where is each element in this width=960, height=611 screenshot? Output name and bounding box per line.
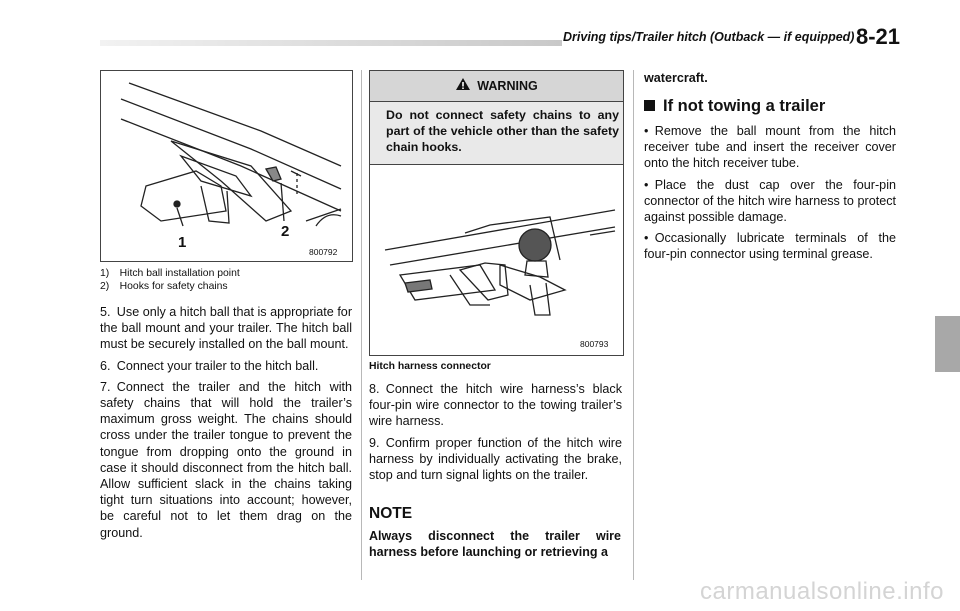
- step-paragraph: 6. Connect your trailer to the hitch ball.: [100, 358, 319, 373]
- header-rule: [100, 40, 562, 46]
- note-text: Always disconnect the trailer wire harness before launching or retrieving a: [369, 529, 621, 560]
- column-divider: [633, 70, 634, 580]
- figure-caption: Hitch harness connector: [369, 361, 491, 372]
- column-divider: [361, 70, 362, 580]
- step-paragraph: 5. Use only a hitch ball that is appropriate for the ball mount and your trailer. The hitch ball must be securely installed on the ball mount.: [100, 305, 353, 352]
- chapter-thumb-tab: [935, 316, 960, 372]
- bullet-text: Occasionally lubricate terminals of the four-pin connector using terminal grease.: [644, 231, 896, 262]
- bullet-dot-icon: •: [644, 124, 655, 138]
- bullet-text: Place the dust cap over the four-pin connector of the hitch wire harness to protect against possible damage.: [644, 177, 896, 225]
- callout-1: 1: [178, 234, 187, 251]
- bullet-item: [644, 230, 896, 262]
- step-paragraph: 8. Connect the hitch wire harness’s black four-pin wire connector to the towing trailer’s wire harness.: [369, 382, 622, 429]
- bullet-item: [644, 123, 896, 172]
- caption-item: 1) Hitch ball installation point: [100, 268, 240, 279]
- bullet-dot-icon: •: [644, 177, 655, 192]
- harness-connector-illustration: [370, 165, 623, 355]
- continuation-text: watercraft.: [644, 71, 708, 85]
- hitch-ball-figure: [100, 70, 353, 262]
- warning-title: WARNING: [477, 79, 538, 93]
- note-title: NOTE: [369, 505, 413, 522]
- warning-header: [370, 71, 623, 102]
- warning-text: Do not connect safety chains to any part of the vehicle other than the safety chain hooks.: [370, 102, 623, 173]
- figure-code: 800793: [580, 339, 609, 349]
- right-column-bullets: [644, 123, 896, 268]
- bullet-item: [644, 177, 896, 226]
- section-heading: [644, 97, 825, 116]
- bullet-text: Remove the ball mount from the hitch receiver tube and insert the receiver cover onto the hitch receiver tube.: [644, 124, 896, 171]
- left-column-text: [100, 304, 352, 546]
- bullet-dot-icon: •: [644, 231, 655, 246]
- harness-connector-figure: [369, 164, 624, 356]
- middle-column-text: [369, 381, 622, 488]
- section-title: If not towing a trailer: [663, 97, 826, 115]
- running-header: Driving tips/Trailer hitch (Outback — if equipped): [563, 30, 855, 44]
- figure-code: 800792: [309, 247, 338, 257]
- warning-triangle-icon: [455, 72, 471, 102]
- hitch-ball-illustration: [101, 71, 352, 261]
- square-bullet-icon: [644, 100, 655, 111]
- callout-2: 2: [281, 223, 290, 240]
- page-number: 8-21: [856, 24, 901, 49]
- watermark: carmanualsonline.info: [700, 578, 944, 605]
- step-paragraph: 9. Confirm proper function of the hitch wire harness by individually activating the brake, stop and turn signal lights on the trailer.: [369, 435, 622, 483]
- warning-box: [369, 70, 624, 174]
- step-paragraph: 7. Connect the trailer and the hitch with safety chains that will hold the trailer’s maximum gross weight. The chains should cross under the trailer tongue to prevent the tongue from dropping onto the ground in case it should disconnect from the hitch ball. Allow sufficient slack in the chains taking tight turn situations into account; however, be careful not to let them drag on the ground.: [100, 379, 352, 540]
- figure-captions: [100, 268, 352, 293]
- caption-item: 2) Hooks for safety chains: [100, 280, 228, 292]
